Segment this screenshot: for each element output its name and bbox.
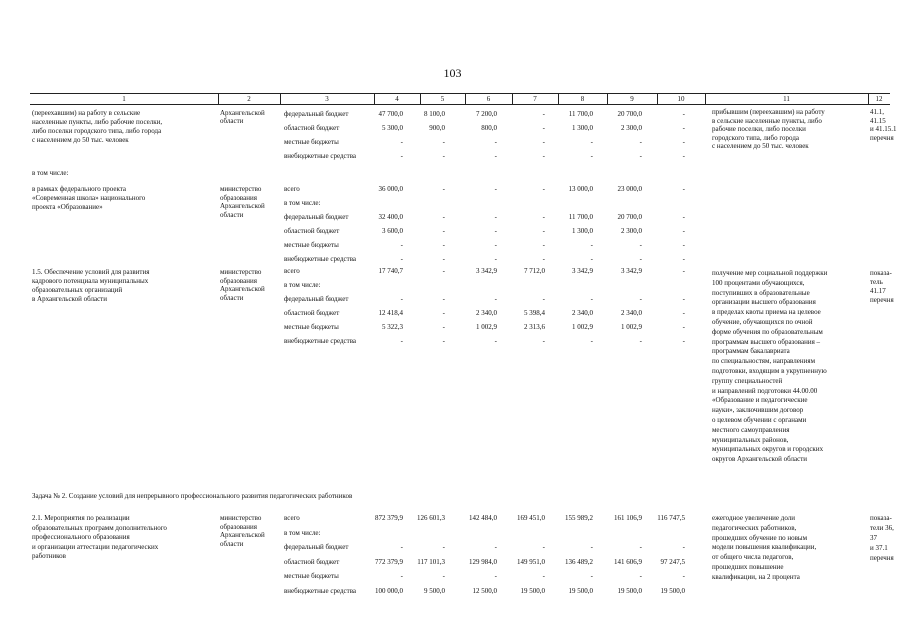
block1-value: 800,0: [481, 124, 497, 132]
block4-value: 100 000,0: [375, 586, 403, 595]
block1-description: с населением до 50 тыс. человек: [32, 136, 129, 144]
block3-value: -: [494, 337, 497, 345]
block3-value: -: [400, 337, 403, 345]
column-number: 1: [122, 95, 126, 103]
block1-value: 1 300,0: [572, 124, 593, 132]
block2-value: -: [590, 241, 593, 249]
block2-source: местные бюджеты: [284, 241, 339, 249]
block4-value: 12 500,0: [472, 586, 497, 595]
block3-value: 1 002,9: [572, 323, 593, 331]
block3-value: -: [442, 309, 445, 317]
block3-value: 1 002,9: [476, 323, 497, 331]
block4-value: -: [494, 572, 497, 580]
block3-result: группу специальностей: [712, 376, 783, 385]
block1-source: внебюджетные средства: [284, 152, 357, 160]
block3-value: 17 740,7: [378, 267, 403, 275]
block2-value: -: [542, 227, 545, 235]
block2-value: 13 000,0: [568, 185, 593, 193]
block2-value: -: [442, 185, 445, 193]
block3-value: -: [542, 337, 545, 345]
block3-value: 2 340,0: [572, 309, 593, 317]
block1-value: -: [590, 152, 593, 160]
block2-value: 36 000,0: [378, 185, 403, 193]
block4-value: -: [442, 543, 445, 551]
block3-value: -: [442, 295, 445, 303]
block3-value: -: [639, 337, 642, 345]
block2-value: -: [494, 213, 497, 221]
block2-value: -: [442, 213, 445, 221]
block1-value: -: [682, 110, 685, 118]
block4-description: профессионального образования: [32, 533, 130, 541]
block3-source: федеральный бюджет: [284, 295, 349, 303]
block1-result: рабочие поселки, либо поселки: [712, 125, 806, 133]
block3-result: организации высшего образования: [712, 298, 816, 307]
block4-result: модели повышения квалификации,: [712, 543, 817, 552]
block3-value: 5 398,4: [524, 309, 545, 317]
block1-value: 47 700,0: [378, 110, 403, 118]
block2-value: -: [542, 255, 545, 263]
block3-result: программам высшего образования –: [712, 337, 821, 346]
block2-executor: министерство: [220, 185, 262, 193]
block3-value: 2 340,0: [621, 309, 642, 317]
block1-value: -: [494, 152, 497, 160]
block4-value: 9 500,0: [424, 586, 445, 595]
block4-value: 155 989,2: [565, 514, 593, 522]
block2-value: -: [639, 255, 642, 263]
block3-reference: 41.17: [870, 287, 886, 295]
block4-source: в том числе:: [284, 528, 321, 537]
block2-value: -: [682, 185, 685, 193]
block3-value: -: [682, 323, 685, 331]
block3-executor: области: [220, 293, 244, 302]
block4-value: -: [590, 543, 593, 551]
block3-result: и направлений подготовки 44.00.00: [712, 386, 818, 395]
block1-value: -: [442, 152, 445, 160]
task-2-heading: Задача № 2. Создание условий для непрерывного профессионального развития педагогических работников: [32, 492, 353, 500]
block2-value: 3 600,0: [382, 227, 403, 235]
block2-description: проекта «Образование»: [32, 203, 103, 211]
block3-value: -: [682, 309, 685, 317]
block1-result: городского типа, либо города: [712, 133, 800, 142]
block2-value: -: [494, 241, 497, 249]
block3-executor: образования: [220, 276, 257, 285]
block3-value: -: [639, 295, 642, 303]
block1-result: в сельские населенные пункты, либо: [712, 116, 822, 125]
block3-result: «Образование и педагогические: [712, 396, 808, 405]
block3-description: 1.5. Обеспечение условий для развития: [32, 268, 150, 276]
block1-value: 7 200,0: [476, 110, 497, 118]
block1-value: -: [542, 124, 545, 132]
block2-executor: области: [220, 210, 244, 219]
block4-value: -: [542, 572, 545, 580]
column-number: 2: [247, 95, 251, 103]
block1-result: прибывшим (переехавшим) на работу: [712, 108, 825, 116]
block3-reference: показа-: [870, 269, 892, 277]
block2-value: 1 300,0: [572, 227, 593, 235]
block2-value: -: [590, 255, 593, 263]
block3-description: кадрового потенциала муниципальных: [32, 277, 149, 285]
block2-source: всего: [284, 185, 300, 193]
block4-value: -: [442, 572, 445, 580]
block1-result: с населением до 50 тыс. человек: [712, 142, 809, 150]
block3-result: подготовки, входящим в укрупненную: [712, 367, 827, 375]
budget-table: [30, 93, 897, 595]
column-number: 11: [783, 95, 790, 103]
block4-value: -: [400, 543, 403, 551]
block4-description: и организации аттестации педагогических: [32, 542, 159, 551]
block4-reference: перечня: [870, 554, 894, 562]
block3-value: -: [682, 267, 685, 275]
block4-value: -: [639, 572, 642, 580]
block4-result: ежегодное увеличение доли: [712, 514, 795, 522]
block2-value: -: [542, 241, 545, 249]
in-that-number-label: в том числе:: [32, 169, 69, 177]
block1-value: -: [590, 138, 593, 146]
block3-reference: перечня: [870, 296, 894, 304]
block1-value: 8 100,0: [424, 110, 445, 118]
column-number: 12: [875, 95, 883, 103]
column-number: 4: [395, 95, 399, 103]
block4-executor: министерство: [220, 514, 262, 522]
block1-value: 2 300,0: [621, 124, 642, 132]
block3-value: 1 002,9: [621, 323, 642, 331]
block4-value: -: [639, 543, 642, 551]
block1-value: -: [442, 138, 445, 146]
block3-result: в пределах квоты приема на целевое: [712, 308, 821, 317]
block3-source: местные бюджеты: [284, 323, 339, 331]
block2-value: -: [442, 227, 445, 235]
block2-value: -: [400, 241, 403, 249]
block1-description: населенные пункты, либо рабочие поселки,: [32, 118, 163, 126]
block3-value: -: [590, 337, 593, 345]
block4-executor: образования: [220, 522, 257, 531]
block3-source: областной бюджет: [284, 309, 340, 317]
block1-description: (переехавшим) на работу в сельские: [32, 109, 141, 117]
block3-value: -: [682, 337, 685, 345]
block1-value: -: [494, 138, 497, 146]
block3-result: о целевом обучении с органами: [712, 416, 807, 424]
block4-source: внебюджетные средства: [284, 586, 357, 595]
block4-value: 136 489,2: [565, 557, 593, 566]
block4-value: 169 451,0: [517, 514, 545, 522]
block1-reference: и 41.15.1: [870, 125, 897, 133]
block2-value: -: [682, 241, 685, 249]
block2-value: -: [682, 227, 685, 235]
block4-source: местные бюджеты: [284, 572, 339, 580]
block3-result: местного самоуправления: [712, 425, 790, 434]
block4-value: -: [590, 572, 593, 580]
block1-value: -: [400, 138, 403, 146]
block2-executor: Архангельской: [220, 202, 265, 210]
block2-source: федеральный бюджет: [284, 213, 349, 221]
block3-value: -: [682, 295, 685, 303]
column-number: 9: [630, 95, 634, 103]
block4-value: 19 500,0: [568, 586, 593, 595]
block3-value: 5 322,3: [382, 323, 403, 331]
block1-value: -: [542, 110, 545, 118]
block3-value: 3 342,9: [572, 267, 593, 275]
block3-result: программам бакалавриата: [712, 347, 790, 356]
block1-source: областной бюджет: [284, 124, 340, 132]
block1-value: -: [682, 124, 685, 132]
block4-reference: 37: [870, 534, 877, 542]
column-number: 10: [677, 95, 685, 103]
block4-value: 117 101,3: [417, 557, 445, 566]
block4-value: 872 379,9: [375, 514, 403, 522]
block3-result: поступивших в образовательные: [712, 288, 810, 297]
block2-value: -: [442, 255, 445, 263]
column-number: 3: [325, 95, 329, 103]
block1-executor: области: [220, 117, 244, 125]
block1-value: 11 700,0: [568, 110, 593, 118]
block3-result: округов Архангельской области: [712, 455, 807, 464]
block1-reference: 41.1,: [870, 108, 884, 116]
block2-value: -: [682, 255, 685, 263]
column-number: 6: [486, 95, 491, 103]
block1-value: 900,0: [429, 124, 445, 132]
block4-source: областной бюджет: [284, 557, 340, 566]
block3-source: всего: [284, 267, 300, 275]
block4-value: 149 951,0: [517, 557, 545, 566]
block4-value: -: [682, 543, 685, 551]
block4-value: 161 106,9: [614, 514, 642, 522]
block3-source: внебюджетные средства: [284, 337, 357, 345]
block2-value: -: [542, 213, 545, 221]
block3-value: 7 712,0: [524, 267, 545, 275]
block1-value: -: [682, 152, 685, 160]
block3-result: науки», заключившим договор: [712, 406, 804, 415]
block3-value: -: [400, 295, 403, 303]
block4-value: 141 606,9: [614, 557, 642, 566]
block2-source: областной бюджет: [284, 227, 340, 235]
block1-value: 5 300,0: [382, 124, 403, 132]
block2-value: -: [542, 185, 545, 193]
block3-result: 100 процентами обучающихся,: [712, 278, 805, 287]
block2-source: внебюджетные средства: [284, 255, 357, 263]
block3-executor: Архангельской: [220, 285, 265, 293]
block2-description: «Современная школа» национального: [32, 194, 146, 202]
block1-executor: Архангельской: [220, 109, 265, 117]
column-number: 8: [580, 95, 585, 103]
block3-value: 12 418,4: [378, 309, 403, 317]
block4-value: -: [400, 572, 403, 580]
block2-value: 11 700,0: [568, 213, 593, 221]
block3-result: муниципальных районов,: [712, 435, 789, 444]
block4-reference: показа-: [870, 514, 892, 522]
block1-value: -: [682, 138, 685, 146]
block4-value: 19 500,0: [660, 586, 685, 595]
block4-executor: Архангельской: [220, 531, 265, 539]
block4-result: прошедших обучение по новым: [712, 533, 808, 542]
block2-value: 2 300,0: [621, 227, 642, 235]
block4-value: 142 484,0: [469, 514, 497, 522]
block4-value: 129 984,0: [469, 557, 497, 566]
block4-description: 2.1. Мероприятия по реализации: [32, 514, 130, 522]
block2-value: 20 700,0: [617, 213, 642, 221]
block3-value: -: [442, 267, 445, 275]
block1-value: -: [400, 152, 403, 160]
block3-reference: тель: [870, 278, 883, 286]
block4-source: федеральный бюджет: [284, 543, 349, 551]
block4-value: 116 747,5: [657, 514, 685, 522]
block2-value: -: [494, 185, 497, 193]
block3-value: 3 342,9: [621, 267, 642, 275]
block4-value: 126 601,3: [417, 514, 445, 522]
block4-value: -: [542, 543, 545, 551]
block3-description: в Архангельской области: [32, 295, 107, 303]
block1-reference: 41.15: [870, 116, 886, 125]
block3-result: обучение, обучающихся по очной: [712, 318, 813, 326]
block2-executor: образования: [220, 193, 257, 202]
block3-value: -: [442, 323, 445, 331]
block4-reference: тели 36,: [870, 524, 894, 532]
block2-value: 32 400,0: [378, 213, 403, 221]
block4-description: работников: [32, 552, 66, 560]
block4-source: всего: [284, 514, 300, 522]
block3-value: -: [590, 295, 593, 303]
block2-value: -: [682, 213, 685, 221]
block4-description: образовательных программ дополнительного: [32, 523, 167, 532]
block3-description: образовательных организаций: [32, 286, 123, 294]
block3-value: 2 340,0: [476, 309, 497, 317]
block2-value: -: [442, 241, 445, 249]
block1-value: 20 700,0: [617, 110, 642, 118]
block3-value: 3 342,9: [476, 267, 497, 275]
block1-reference: перечня: [870, 133, 894, 142]
block4-result: прошедших повышение: [712, 563, 784, 571]
block1-value: -: [542, 138, 545, 146]
block2-value: -: [494, 227, 497, 235]
block4-value: 772 379,9: [375, 557, 403, 566]
page-number: 103: [443, 66, 462, 80]
block3-result: по специальностям, направлениям: [712, 357, 816, 366]
block4-result: от общего числа педагогов,: [712, 553, 794, 562]
block4-value: -: [494, 543, 497, 551]
block2-source: в том числе:: [284, 199, 321, 207]
block4-reference: и 37.1: [870, 544, 888, 552]
block3-value: -: [494, 295, 497, 303]
block1-description: либо поселки городского типа, либо города: [32, 127, 162, 135]
block3-value: -: [442, 337, 445, 345]
block2-value: -: [494, 255, 497, 263]
column-number: 5: [440, 95, 445, 103]
block3-executor: министерство: [220, 268, 262, 276]
block4-result: педагогических работников,: [712, 523, 797, 532]
column-number-row: [30, 93, 890, 105]
block4-value: -: [682, 572, 685, 580]
block1-value: -: [639, 138, 642, 146]
block2-value: -: [639, 241, 642, 249]
block3-value: 2 313,6: [524, 323, 545, 331]
block2-value: -: [400, 255, 403, 263]
block1-source: федеральный бюджет: [284, 110, 349, 118]
block3-result: форме обучения по образовательным: [712, 327, 823, 336]
block4-value: 97 247,5: [660, 557, 685, 566]
block2-value: 23 000,0: [617, 185, 642, 193]
block4-value: 19 500,0: [617, 586, 642, 595]
block4-value: 19 500,0: [520, 586, 545, 595]
block4-result: квалификации, на 2 процента: [712, 572, 800, 581]
block1-value: -: [542, 152, 545, 160]
block2-description: в рамках федерального проекта: [32, 185, 127, 193]
block3-result: получение мер социальной поддержки: [712, 269, 828, 277]
column-number: 7: [533, 95, 537, 103]
block3-value: -: [542, 295, 545, 303]
block3-source: в том числе:: [284, 281, 321, 289]
block1-value: -: [639, 152, 642, 160]
block4-executor: области: [220, 539, 244, 548]
block1-source: местные бюджеты: [284, 138, 339, 146]
block3-result: муниципальных округов и городских: [712, 445, 824, 454]
